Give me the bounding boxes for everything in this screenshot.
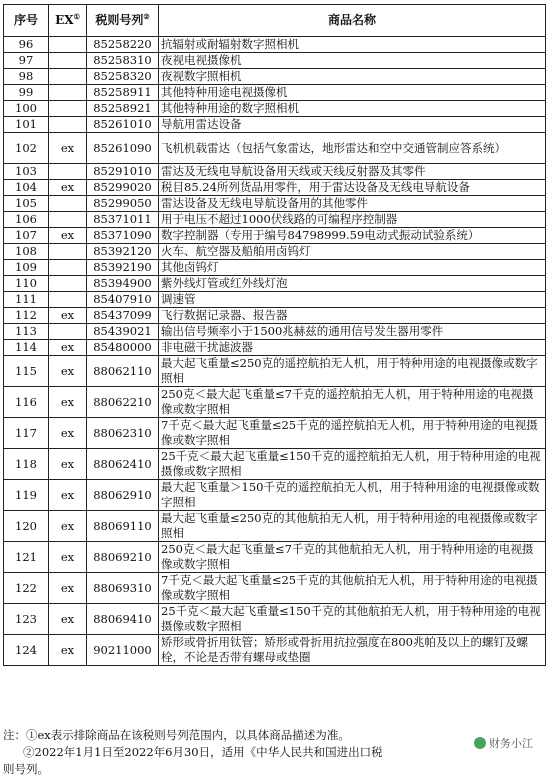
table-row bbox=[4, 511, 546, 542]
cell-serial-number: 102 bbox=[4, 133, 49, 164]
cell-ex: ex bbox=[49, 356, 87, 387]
cell-product-name: 调速管 bbox=[159, 292, 546, 308]
cell-ex bbox=[49, 244, 87, 260]
cell-product-name: 25千克＜最大起飞重量≤150千克的其他航拍无人机，用于特种用途的电视摄像或数字照相 bbox=[159, 604, 546, 635]
cell-tariff-code: 85392120 bbox=[87, 244, 159, 260]
cell-product-name: 雷达及无线电导航设备用天线或天线反射器及其零件 bbox=[159, 164, 546, 180]
cell-product-name: 飞机机载雷达（包括气象雷达，地形雷达和空中交通管制应答系统） bbox=[159, 133, 546, 164]
cell-ex: ex bbox=[49, 340, 87, 356]
cell-serial-number: 108 bbox=[4, 244, 49, 260]
cell-serial-number: 99 bbox=[4, 85, 49, 101]
cell-serial-number: 111 bbox=[4, 292, 49, 308]
cell-serial-number: 105 bbox=[4, 196, 49, 212]
cell-tariff-code: 85371090 bbox=[87, 228, 159, 244]
cell-serial-number: 124 bbox=[4, 635, 49, 666]
cell-product-name: 非电磁干扰滤波器 bbox=[159, 340, 546, 356]
footnote-2: ②2022年1月1日至2022年6月30日，适用《中华人民共和国进出口税 bbox=[23, 745, 383, 759]
table-row bbox=[4, 69, 546, 85]
table-row bbox=[4, 573, 546, 604]
table-row bbox=[4, 85, 546, 101]
cell-tariff-code: 85480000 bbox=[87, 340, 159, 356]
cell-ex bbox=[49, 212, 87, 228]
cell-tariff-code: 88062910 bbox=[87, 480, 159, 511]
table-row bbox=[4, 604, 546, 635]
table-row bbox=[4, 418, 546, 449]
cell-ex: ex bbox=[49, 133, 87, 164]
cell-serial-number: 117 bbox=[4, 418, 49, 449]
table-row bbox=[4, 101, 546, 117]
cell-ex: ex bbox=[49, 542, 87, 573]
cell-serial-number: 104 bbox=[4, 180, 49, 196]
cell-tariff-code: 88069310 bbox=[87, 573, 159, 604]
cell-serial-number: 103 bbox=[4, 164, 49, 180]
footnote-1: 注：①ex表示排除商品在该税则号列范围内，以具体商品描述为准。 bbox=[3, 728, 350, 742]
footnote-2-continued: 则号列。 bbox=[3, 762, 49, 776]
cell-ex: ex bbox=[49, 387, 87, 418]
cell-ex bbox=[49, 53, 87, 69]
cell-product-name: 7千克＜最大起飞重量≤25千克的其他航拍无人机，用于特种用途的电视摄像或数字照相 bbox=[159, 573, 546, 604]
cell-serial-number: 97 bbox=[4, 53, 49, 69]
cell-product-name: 飞行数据记录器、报告器 bbox=[159, 308, 546, 324]
cell-ex bbox=[49, 196, 87, 212]
cell-serial-number: 100 bbox=[4, 101, 49, 117]
cell-product-name: 输出信号频率小于1500兆赫兹的通用信号发生器用零件 bbox=[159, 324, 546, 340]
cell-ex bbox=[49, 260, 87, 276]
cell-serial-number: 118 bbox=[4, 449, 49, 480]
cell-product-name: 夜视电视摄像机 bbox=[159, 53, 546, 69]
cell-ex bbox=[49, 117, 87, 133]
cell-ex bbox=[49, 324, 87, 340]
cell-tariff-code: 85299050 bbox=[87, 196, 159, 212]
footnotes bbox=[3, 727, 547, 778]
cell-tariff-code: 85261010 bbox=[87, 117, 159, 133]
cell-ex bbox=[49, 164, 87, 180]
cell-tariff-code: 85407910 bbox=[87, 292, 159, 308]
cell-tariff-code: 85261090 bbox=[87, 133, 159, 164]
table-row bbox=[4, 212, 546, 228]
cell-serial-number: 101 bbox=[4, 117, 49, 133]
cell-serial-number: 123 bbox=[4, 604, 49, 635]
cell-product-name: 250克＜最大起飞重量≤7千克的其他航拍无人机，用于特种用途的电视摄像或数字照相 bbox=[159, 542, 546, 573]
cell-serial-number: 122 bbox=[4, 573, 49, 604]
table-row bbox=[4, 228, 546, 244]
cell-product-name: 7千克＜最大起飞重量≤25千克的遥控航拍无人机，用于特种用途的电视摄像或数字照相 bbox=[159, 418, 546, 449]
table-row bbox=[4, 37, 546, 53]
cell-ex bbox=[49, 276, 87, 292]
cell-ex: ex bbox=[49, 511, 87, 542]
cell-ex bbox=[49, 69, 87, 85]
table-row bbox=[4, 164, 546, 180]
cell-tariff-code: 88062410 bbox=[87, 449, 159, 480]
header-product-name: 商品名称 bbox=[159, 5, 546, 37]
table-row bbox=[4, 387, 546, 418]
table-row bbox=[4, 196, 546, 212]
cell-tariff-code: 88062310 bbox=[87, 418, 159, 449]
table-row bbox=[4, 324, 546, 340]
cell-ex bbox=[49, 292, 87, 308]
cell-product-name: 火车、航空器及船舶用卤钨灯 bbox=[159, 244, 546, 260]
cell-ex: ex bbox=[49, 308, 87, 324]
cell-ex: ex bbox=[49, 449, 87, 480]
cell-serial-number: 115 bbox=[4, 356, 49, 387]
cell-serial-number: 116 bbox=[4, 387, 49, 418]
cell-product-name: 25千克＜最大起飞重量≤150千克的遥控航拍无人机，用于特种用途的电视摄像或数字照相 bbox=[159, 449, 546, 480]
cell-tariff-code: 85437099 bbox=[87, 308, 159, 324]
cell-serial-number: 121 bbox=[4, 542, 49, 573]
cell-ex: ex bbox=[49, 480, 87, 511]
cell-tariff-code: 85299020 bbox=[87, 180, 159, 196]
cell-tariff-code: 88062210 bbox=[87, 387, 159, 418]
cell-tariff-code: 88069210 bbox=[87, 542, 159, 573]
cell-product-name: 税目85.24所列货品用零件，用于雷达设备及无线电导航设备 bbox=[159, 180, 546, 196]
table-row bbox=[4, 260, 546, 276]
cell-tariff-code: 85371011 bbox=[87, 212, 159, 228]
cell-serial-number: 120 bbox=[4, 511, 49, 542]
cell-ex bbox=[49, 85, 87, 101]
watermark bbox=[471, 734, 536, 752]
cell-product-name: 紫外线灯管或红外线灯泡 bbox=[159, 276, 546, 292]
cell-product-name: 用于电压不超过1000伏线路的可编程序控制器 bbox=[159, 212, 546, 228]
table-row bbox=[4, 53, 546, 69]
cell-tariff-code: 85394900 bbox=[87, 276, 159, 292]
cell-tariff-code: 85258911 bbox=[87, 85, 159, 101]
cell-serial-number: 98 bbox=[4, 69, 49, 85]
cell-product-name: 抗辐射或耐辐射数字照相机 bbox=[159, 37, 546, 53]
cell-tariff-code: 88062110 bbox=[87, 356, 159, 387]
cell-tariff-code: 85439021 bbox=[87, 324, 159, 340]
cell-ex: ex bbox=[49, 635, 87, 666]
cell-product-name: 250克＜最大起飞重量≤7千克的遥控航拍无人机，用于特种用途的电视摄像或数字照相 bbox=[159, 387, 546, 418]
cell-tariff-code: 85258220 bbox=[87, 37, 159, 53]
header-ex: EX① bbox=[49, 5, 87, 37]
table-row bbox=[4, 480, 546, 511]
cell-product-name: 导航用雷达设备 bbox=[159, 117, 546, 133]
header-tariff-code: 税则号列② bbox=[87, 5, 159, 37]
cell-tariff-code: 85291010 bbox=[87, 164, 159, 180]
cell-product-name: 其他特种用途的数字照相机 bbox=[159, 101, 546, 117]
table-row bbox=[4, 117, 546, 133]
cell-tariff-code: 88069110 bbox=[87, 511, 159, 542]
table-row bbox=[4, 449, 546, 480]
cell-serial-number: 106 bbox=[4, 212, 49, 228]
cell-serial-number: 119 bbox=[4, 480, 49, 511]
table-row bbox=[4, 133, 546, 164]
watermark-text: 财务小江 bbox=[489, 737, 533, 750]
table-header-row bbox=[4, 5, 546, 37]
table-row bbox=[4, 356, 546, 387]
table-row bbox=[4, 292, 546, 308]
cell-tariff-code: 85258310 bbox=[87, 53, 159, 69]
table-row bbox=[4, 542, 546, 573]
cell-product-name: 夜视数字照相机 bbox=[159, 69, 546, 85]
table-row bbox=[4, 180, 546, 196]
cell-serial-number: 113 bbox=[4, 324, 49, 340]
cell-product-name: 其他特种用途电视摄像机 bbox=[159, 85, 546, 101]
cell-ex: ex bbox=[49, 180, 87, 196]
cell-product-name: 最大起飞重量＞150千克的遥控航拍无人机，用于特种用途的电视摄像或数字照相 bbox=[159, 480, 546, 511]
cell-ex: ex bbox=[49, 228, 87, 244]
cell-product-name: 矫形或骨折用钛管；矫形或骨折用抗拉强度在800兆帕及以上的螺钉及螺栓，不论是否带有螺母或垫圈 bbox=[159, 635, 546, 666]
cell-serial-number: 96 bbox=[4, 37, 49, 53]
cell-tariff-code: 85258320 bbox=[87, 69, 159, 85]
cell-product-name: 其他卤钨灯 bbox=[159, 260, 546, 276]
cell-product-name: 数字控制器（专用于编号84798999.59电动式振动试验系统） bbox=[159, 228, 546, 244]
cell-product-name: 最大起飞重量≤250克的其他航拍无人机，用于特种用途的电视摄像或数字照相 bbox=[159, 511, 546, 542]
cell-ex: ex bbox=[49, 604, 87, 635]
cell-serial-number: 107 bbox=[4, 228, 49, 244]
cell-tariff-code: 90211000 bbox=[87, 635, 159, 666]
table-row bbox=[4, 635, 546, 666]
cell-ex: ex bbox=[49, 418, 87, 449]
cell-tariff-code: 85258921 bbox=[87, 101, 159, 117]
cell-serial-number: 109 bbox=[4, 260, 49, 276]
cell-product-name: 雷达设备及无线电导航设备用的其他零件 bbox=[159, 196, 546, 212]
table-row bbox=[4, 244, 546, 260]
cell-ex bbox=[49, 37, 87, 53]
table-row bbox=[4, 308, 546, 324]
cell-product-name: 最大起飞重量≤250克的遥控航拍无人机，用于特种用途的电视摄像或数字照相 bbox=[159, 356, 546, 387]
tariff-table bbox=[3, 4, 546, 666]
header-serial-number: 序号 bbox=[4, 5, 49, 37]
table-row bbox=[4, 340, 546, 356]
cell-ex: ex bbox=[49, 573, 87, 604]
cell-ex bbox=[49, 101, 87, 117]
cell-serial-number: 110 bbox=[4, 276, 49, 292]
wechat-icon bbox=[474, 737, 486, 749]
cell-serial-number: 112 bbox=[4, 308, 49, 324]
cell-tariff-code: 85392190 bbox=[87, 260, 159, 276]
cell-serial-number: 114 bbox=[4, 340, 49, 356]
cell-tariff-code: 88069410 bbox=[87, 604, 159, 635]
table-row bbox=[4, 276, 546, 292]
